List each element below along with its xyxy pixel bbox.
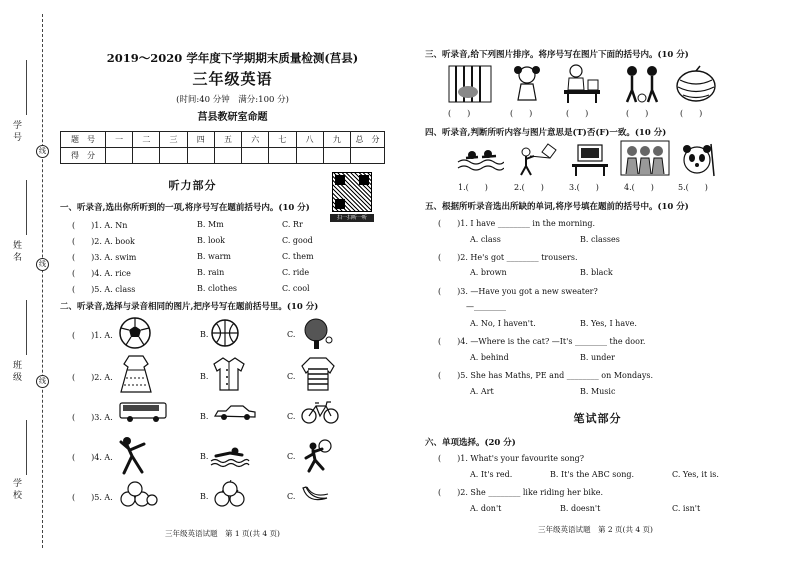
s3-bracket[interactable]: ( )	[566, 109, 589, 118]
s5-option-b: B. Music	[580, 387, 616, 396]
listening-part-title: 听力部分	[168, 179, 217, 192]
s4-answer[interactable]: 4.( )	[624, 183, 654, 192]
score-blank[interactable]	[351, 148, 385, 164]
computer-desk-icon	[568, 142, 612, 176]
binding-margin	[0, 0, 56, 562]
student-number-label: 学号	[11, 120, 21, 144]
kids-playing-ball-icon	[620, 64, 664, 104]
s5-answer-line: —________	[466, 302, 506, 311]
s1-item: ( )1. A. Nn	[72, 221, 128, 230]
s2-b-label: B.	[200, 412, 209, 421]
s5-question: ( )2. He's got ________ trousers.	[438, 253, 578, 262]
teacher-at-desk-icon	[560, 62, 604, 104]
score-cell: 九	[323, 132, 350, 148]
apples-icon	[212, 480, 248, 508]
panda-icon	[678, 140, 716, 178]
name-line	[26, 180, 27, 235]
s5-question: ( )4. —Where is the cat? —It's ________ the door.	[438, 337, 646, 346]
s5-option-b: B. Yes, I have.	[580, 319, 637, 328]
s4-answer[interactable]: 5.( )	[678, 183, 708, 192]
score-cell: 二	[133, 132, 160, 148]
subject-title: 三年级英语	[192, 70, 273, 88]
s6-option-b: B. It's the ABC song.	[550, 470, 635, 479]
score-blank[interactable]	[133, 148, 160, 164]
page-footer-left: 三年级英语试题 第 1 页(共 4 页)	[165, 529, 280, 538]
s6-question: ( )1. What's your favourite song?	[438, 454, 585, 463]
name-label: 姓名	[11, 240, 21, 264]
s5-option-a: A. class	[470, 235, 501, 244]
s1-option-b: B. warm	[197, 252, 231, 261]
binding-hole: 线	[36, 145, 49, 158]
s4-answer[interactable]: 1.( )	[458, 183, 488, 192]
score-blank[interactable]	[160, 148, 187, 164]
exam-header	[60, 50, 405, 123]
qr-code[interactable]	[332, 172, 372, 212]
s5-option-a: A. Art	[470, 387, 494, 396]
s1-option-b: B. clothes	[197, 284, 238, 293]
s2-item: ( )1. A.	[72, 331, 113, 340]
s5-question: ( )5. She has Maths, PE and ________ on Mondays.	[438, 371, 654, 380]
s5-question: ( )1. I have ________ in the morning.	[438, 219, 596, 228]
swimming-kids-icon	[456, 142, 504, 176]
s5-option-a: A. No, I haven't.	[470, 319, 536, 328]
s6-option-c: C. isn't	[672, 504, 701, 513]
s1-option-c: C. cool	[282, 284, 310, 293]
s2-b-label: B.	[200, 330, 209, 339]
s1-option-c: C. them	[282, 252, 314, 261]
s2-c-label: C.	[287, 492, 296, 501]
s1-option-b: B. look	[197, 236, 226, 245]
binding-hole: 线	[36, 258, 49, 271]
s2-item: ( )3. A.	[72, 413, 113, 422]
s5-option-a: A. brown	[470, 268, 507, 277]
score-cell: 一	[106, 132, 133, 148]
section3-title: 三、听录音,给下列图片排序。将序号写在图片下面的括号内。(10 分)	[425, 50, 689, 60]
s3-bracket[interactable]: ( )	[510, 109, 533, 118]
s4-answer[interactable]: 3.( )	[569, 183, 599, 192]
dress-icon	[118, 354, 154, 394]
s2-c-label: C.	[287, 452, 296, 461]
basketball-player-icon	[300, 438, 336, 474]
s2-c-label: C.	[287, 330, 296, 339]
exercising-figure-icon	[118, 436, 148, 476]
authority: 莒县教研室命题	[197, 112, 268, 123]
score-cell: 八	[296, 132, 323, 148]
car-icon	[212, 404, 258, 422]
zoo-animals-icon	[448, 64, 492, 104]
time-info: (时间:40 分钟 满分:100 分)	[176, 95, 289, 105]
s2-item: ( )2. A.	[72, 373, 113, 382]
score-blank[interactable]	[214, 148, 241, 164]
binding-hole: 线	[36, 375, 49, 388]
score-blank[interactable]	[323, 148, 350, 164]
score-cell: 七	[269, 132, 296, 148]
bus-icon	[118, 400, 168, 424]
score-blank[interactable]	[296, 148, 323, 164]
s6-option-c: C. Yes, it is.	[672, 470, 719, 479]
section2-title: 二、听录音,选择与录音相同的图片,把序号写在题前括号里。(10 分)	[60, 302, 319, 312]
s3-bracket[interactable]: ( )	[626, 109, 649, 118]
s3-bracket[interactable]: ( )	[680, 109, 703, 118]
score-cell: 题 号	[61, 132, 106, 148]
score-cell: 五	[214, 132, 241, 148]
s1-option-c: C. Rr	[282, 220, 303, 229]
score-table	[60, 131, 385, 164]
s5-question: ( )3. —Have you got a new sweater?	[438, 287, 598, 296]
s1-item: ( )3. A. swim	[72, 253, 137, 262]
basketball-icon	[210, 318, 240, 348]
s6-option-a: A. don't	[470, 504, 502, 513]
girl-icon	[510, 64, 544, 104]
exam-title: 2019～2020 学年度下学期期末质量检测(莒县)	[106, 51, 359, 65]
score-cell: 四	[187, 132, 214, 148]
striped-sweater-icon	[300, 356, 336, 392]
s5-option-b: B. under	[580, 353, 615, 362]
score-table-header-row	[61, 132, 385, 148]
score-blank[interactable]	[242, 148, 269, 164]
s6-option-a: A. It's red.	[470, 470, 513, 479]
s2-b-label: B.	[200, 492, 209, 501]
s2-c-label: C.	[287, 412, 296, 421]
writing-part-title: 笔试部分	[573, 412, 622, 425]
s4-answer[interactable]: 2.( )	[514, 183, 544, 192]
score-table-score-row	[61, 148, 385, 164]
school-label: 学校	[11, 478, 21, 502]
bicycle-icon	[300, 398, 340, 426]
s2-item: ( )5. A.	[72, 493, 113, 502]
score-cell: 六	[242, 132, 269, 148]
section4-title: 四、听录音,判断所听内容与图片意思是(T)否(F)一致。(10 分)	[425, 128, 667, 138]
s5-option-b: B. classes	[580, 235, 620, 244]
s6-option-b: B. doesn't	[560, 504, 601, 513]
oranges-icon	[118, 480, 158, 508]
bananas-icon	[300, 484, 330, 506]
soccer-ball-icon	[118, 316, 152, 350]
score-cell: 三	[160, 132, 187, 148]
score-blank[interactable]	[269, 148, 296, 164]
section1-title: 一、听录音,选出你所听到的一项,将序号写在题前括号内。(10 分)	[60, 203, 310, 213]
ping-pong-paddle-icon	[298, 316, 334, 350]
score-blank[interactable]	[187, 148, 214, 164]
student-number-line	[26, 60, 27, 115]
school-line	[26, 420, 27, 475]
score-cell: 得 分	[61, 148, 106, 164]
qr-caption: 扫一扫听一听	[330, 214, 374, 222]
shirt-icon	[212, 356, 246, 392]
s2-item: ( )4. A.	[72, 453, 113, 462]
s5-option-a: A. behind	[470, 353, 509, 362]
s1-option-b: B. rain	[197, 268, 225, 277]
s1-item: ( )2. A. book	[72, 237, 135, 246]
score-blank[interactable]	[106, 148, 133, 164]
section6-title: 六、单项选择。(20 分)	[425, 438, 516, 448]
class-line	[26, 300, 27, 355]
s1-item: ( )5. A. class	[72, 285, 136, 294]
class-label: 班级	[11, 360, 21, 384]
s2-b-label: B.	[200, 372, 209, 381]
watermelon-icon	[674, 64, 718, 104]
s3-bracket[interactable]: ( )	[448, 109, 471, 118]
s2-c-label: C.	[287, 372, 296, 381]
s2-b-label: B.	[200, 452, 209, 461]
binding-dashed-line	[42, 14, 43, 548]
s5-option-b: B. black	[580, 268, 613, 277]
girl-with-kite-icon	[514, 142, 560, 176]
s1-item: ( )4. A. rice	[72, 269, 131, 278]
swimmer-icon	[210, 444, 250, 468]
section5-title: 五、根据所听录音选出所缺的单词,将序号填在题前的括号中。(10 分)	[425, 202, 689, 212]
s6-question: ( )2. She ________ like riding her bike.	[438, 488, 604, 497]
s1-option-b: B. Mm	[197, 220, 224, 229]
group-of-children-icon	[620, 140, 670, 176]
page-footer-right: 三年级英语试题 第 2 页(共 4 页)	[538, 525, 653, 534]
s1-option-c: C. good	[282, 236, 313, 245]
s1-option-c: C. ride	[282, 268, 310, 277]
score-cell: 总 分	[351, 132, 385, 148]
